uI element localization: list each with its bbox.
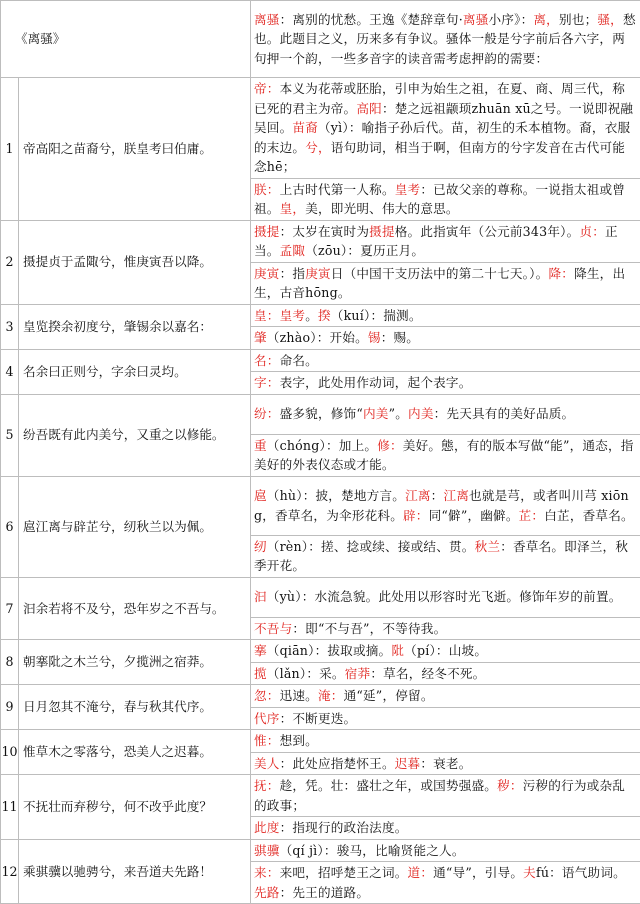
highlighted-term: 此度 bbox=[254, 820, 280, 835]
annotation-note: 惟：想到。 bbox=[251, 730, 640, 753]
highlighted-term: 名： bbox=[254, 353, 280, 368]
highlighted-term: 不吾与 bbox=[254, 621, 292, 636]
annotation-note: 忽：迅速。淹：通“延”，停留。 bbox=[251, 685, 640, 708]
highlighted-term: 辟： bbox=[403, 508, 429, 523]
annotation-note: 庚寅：指庚寅日（中国干支历法中的第二十七天。）。降：降生，出生，古音hōng。 bbox=[251, 262, 640, 304]
annotation-note: 皇：皇考。揆（kuí）：揣测。 bbox=[251, 304, 640, 327]
verse-line: 纷吾既有此内美兮，又重之以修能。 bbox=[19, 394, 251, 476]
highlighted-term: 扈 bbox=[254, 488, 267, 503]
highlighted-term: 揽 bbox=[254, 666, 267, 681]
highlighted-term: 帝： bbox=[254, 81, 280, 96]
row-number: 4 bbox=[1, 349, 19, 394]
highlighted-term: 惟： bbox=[254, 733, 280, 748]
verse-line: 汩余若将不及兮，恐年岁之不吾与。 bbox=[19, 577, 251, 640]
row-number: 8 bbox=[1, 640, 19, 685]
row-number: 10 bbox=[1, 730, 19, 775]
highlighted-term: 降： bbox=[548, 266, 574, 281]
row-number: 6 bbox=[1, 476, 19, 577]
highlighted-term: 揆 bbox=[318, 308, 331, 323]
highlighted-term: 纷： bbox=[254, 406, 280, 421]
highlighted-term: 阰 bbox=[391, 643, 404, 658]
annotation-note: 纫（rèn）：搓、捻或续、接或结、贯。秋兰：香草名。即泽兰，秋季开花。 bbox=[251, 535, 640, 577]
poem-title: 《离骚》 bbox=[15, 31, 65, 46]
annotation-note: 此度：指现行的政治法度。 bbox=[251, 817, 640, 840]
highlighted-term: 骚， bbox=[597, 12, 623, 27]
highlighted-term: 宿莽 bbox=[345, 666, 371, 681]
verse-line: 惟草木之零落兮，恐美人之迟暮。 bbox=[19, 730, 251, 775]
highlighted-term: 江离 bbox=[405, 488, 431, 503]
highlighted-term: 皇， bbox=[280, 201, 306, 216]
annotation-note: 纷：盛多貌，修饰“内美”。内美：先天具有的美好品质。 bbox=[251, 394, 640, 434]
row-number: 5 bbox=[1, 394, 19, 476]
highlighted-term: 迟暮 bbox=[395, 756, 421, 771]
annotation-note: 字：表字，此处用作动词，起个表字。 bbox=[251, 372, 640, 395]
verse-line: 扈江离与辟芷兮，纫秋兰以为佩。 bbox=[19, 476, 251, 577]
highlighted-term: 锡 bbox=[368, 330, 381, 345]
row-number: 1 bbox=[1, 78, 19, 221]
intro-note: 离骚：离别的忧愁。王逸《楚辞章句·离骚小序》：离，别也；骚，愁也。此题目之义，历来多有争议。骚体一般是兮字前后各六字，两句押一个韵，一些多音字的读音需考虑押韵的需要： bbox=[251, 1, 640, 78]
row-number: 11 bbox=[1, 775, 19, 840]
highlighted-term: 内美 bbox=[408, 406, 434, 421]
verse-line: 名余曰正则兮，字余曰灵均。 bbox=[19, 349, 251, 394]
highlighted-term: 离， bbox=[533, 12, 559, 27]
annotation-note: 扈（hù）：披，楚地方言。江离：江离也就是芎，或者叫川芎 xiōng，香草名，为伞形花科。辟：同“僻”，幽僻。芷：白芷，香草名。 bbox=[251, 476, 640, 535]
annotation-note: 肇（zhào）：开始。锡：赐。 bbox=[251, 327, 640, 350]
verse-line: 帝高阳之苗裔兮，朕皇考曰伯庸。 bbox=[19, 78, 251, 221]
highlighted-term: 离骚 bbox=[254, 12, 280, 27]
highlighted-term: 兮， bbox=[305, 140, 331, 155]
highlighted-term: 秽： bbox=[497, 778, 523, 793]
highlighted-term: 汩 bbox=[254, 589, 267, 604]
highlighted-term: 秋兰 bbox=[475, 539, 501, 554]
highlighted-term: 孟陬 bbox=[280, 243, 306, 258]
annotation-note: 美人：此处应指楚怀王。迟暮：衰老。 bbox=[251, 752, 640, 775]
annotation-note: 重（chóng）：加上。修：美好。態，有的版本写做“能”，通态，指美好的外表仪态或才能。 bbox=[251, 434, 640, 476]
highlighted-term: 骐骥 bbox=[254, 843, 280, 858]
highlighted-term: 庚寅 bbox=[254, 266, 280, 281]
verse-line: 乘骐骥以驰骋兮，来吾道夫先路！ bbox=[19, 839, 251, 904]
verse-line: 朝搴阰之木兰兮，夕揽洲之宿莽。 bbox=[19, 640, 251, 685]
annotation-note: 揽（lǎn）：采。宿莽：草名，经冬不死。 bbox=[251, 662, 640, 685]
annotation-note: 搴（qiān）：拔取或摘。阰（pí）：山坡。 bbox=[251, 640, 640, 663]
row-number: 2 bbox=[1, 220, 19, 304]
annotation-note: 摄提：太岁在寅时为摄提格。此指寅年（公元前343年）。贞：正当。孟陬（zōu）：夏历正月。 bbox=[251, 220, 640, 262]
highlighted-term: 抚： bbox=[254, 778, 280, 793]
highlighted-term: 芷： bbox=[519, 508, 545, 523]
highlighted-term: 贞： bbox=[579, 224, 605, 239]
highlighted-term: 修： bbox=[377, 438, 403, 453]
annotation-note: 来：来吧，招呼楚王之词。道：通“导”，引导。夫fú：语气助词。先路：先王的道路。 bbox=[251, 862, 640, 904]
annotation-note: 抚：趁，凭。壮：盛壮之年，或国势强盛。秽：污秽的行为或杂乱的政事； bbox=[251, 775, 640, 817]
row-number: 12 bbox=[1, 839, 19, 904]
title-cell bbox=[1, 1, 251, 78]
highlighted-term: 离骚 bbox=[463, 12, 489, 27]
highlighted-term: 代序 bbox=[254, 711, 280, 726]
verse-line: 日月忽其不淹兮，春与秋其代序。 bbox=[19, 685, 251, 730]
annotation-note: 汩（yù）：水流急貌。此处用以形容时光飞逝。修饰年岁的前置。 bbox=[251, 577, 640, 617]
highlighted-term: 内美 bbox=[363, 406, 389, 421]
row-number: 7 bbox=[1, 577, 19, 640]
annotation-note: 名：命名。 bbox=[251, 349, 640, 372]
highlighted-term: 美人 bbox=[254, 756, 280, 771]
verse-line: 摄提贞于孟陬兮，惟庚寅吾以降。 bbox=[19, 220, 251, 304]
highlighted-term: 皇： bbox=[254, 308, 280, 323]
verse-line: 不抚壮而弃秽兮，何不改乎此度？ bbox=[19, 775, 251, 840]
highlighted-term: 纫 bbox=[254, 539, 267, 554]
highlighted-term: 淹： bbox=[318, 688, 344, 703]
highlighted-term: 字： bbox=[254, 375, 280, 390]
annotation-note: 骐骥（qí jì）：骏马，比喻贤能之人。 bbox=[251, 839, 640, 862]
highlighted-term: 苗裔 bbox=[292, 120, 318, 135]
highlighted-term: 高阳 bbox=[356, 101, 382, 116]
highlighted-term: 夫 bbox=[523, 865, 536, 880]
highlighted-term: 皇考 bbox=[395, 182, 421, 197]
highlighted-term: 摄提 bbox=[254, 224, 280, 239]
row-number: 9 bbox=[1, 685, 19, 730]
annotation-note: 代序：不断更迭。 bbox=[251, 707, 640, 730]
highlighted-term: 来： bbox=[254, 865, 280, 880]
highlighted-term: 皇考 bbox=[280, 308, 306, 323]
highlighted-term: 江离 bbox=[443, 488, 469, 503]
highlighted-term: 肇 bbox=[254, 330, 267, 345]
annotation-note: 不吾与：即“不与吾”，不等待我。 bbox=[251, 617, 640, 640]
highlighted-term: 道： bbox=[408, 865, 434, 880]
highlighted-term: 摄提 bbox=[369, 224, 395, 239]
annotation-note: 帝：本义为花蒂或胚胎，引申为始生之祖，在夏、商、周三代，称已死的君主为帝。高阳：楚之远祖颛顼zhuān xū之号。一说即祝融吴回。苗裔（yì）：喻指子孙后代。苗，初生的禾本植物。裔，衣服的末边。兮，语句助词，相当于啊，但南方的兮字发音在古代可能念hē； bbox=[251, 78, 640, 179]
annotation-note: 朕：上古时代第一人称。皇考：已故父亲的尊称。一说指太祖或曾祖。皇，美，即光明、伟大的意思。 bbox=[251, 178, 640, 220]
highlighted-term: 搴 bbox=[254, 643, 267, 658]
highlighted-term: 庚寅 bbox=[305, 266, 331, 281]
highlighted-term: 忽： bbox=[254, 688, 280, 703]
highlighted-term: 先路 bbox=[254, 885, 280, 900]
highlighted-term: 重 bbox=[254, 438, 267, 453]
highlighted-term: 朕： bbox=[254, 182, 280, 197]
row-number: 3 bbox=[1, 304, 19, 349]
verse-line: 皇览揆余初度兮，肇锡余以嘉名： bbox=[19, 304, 251, 349]
